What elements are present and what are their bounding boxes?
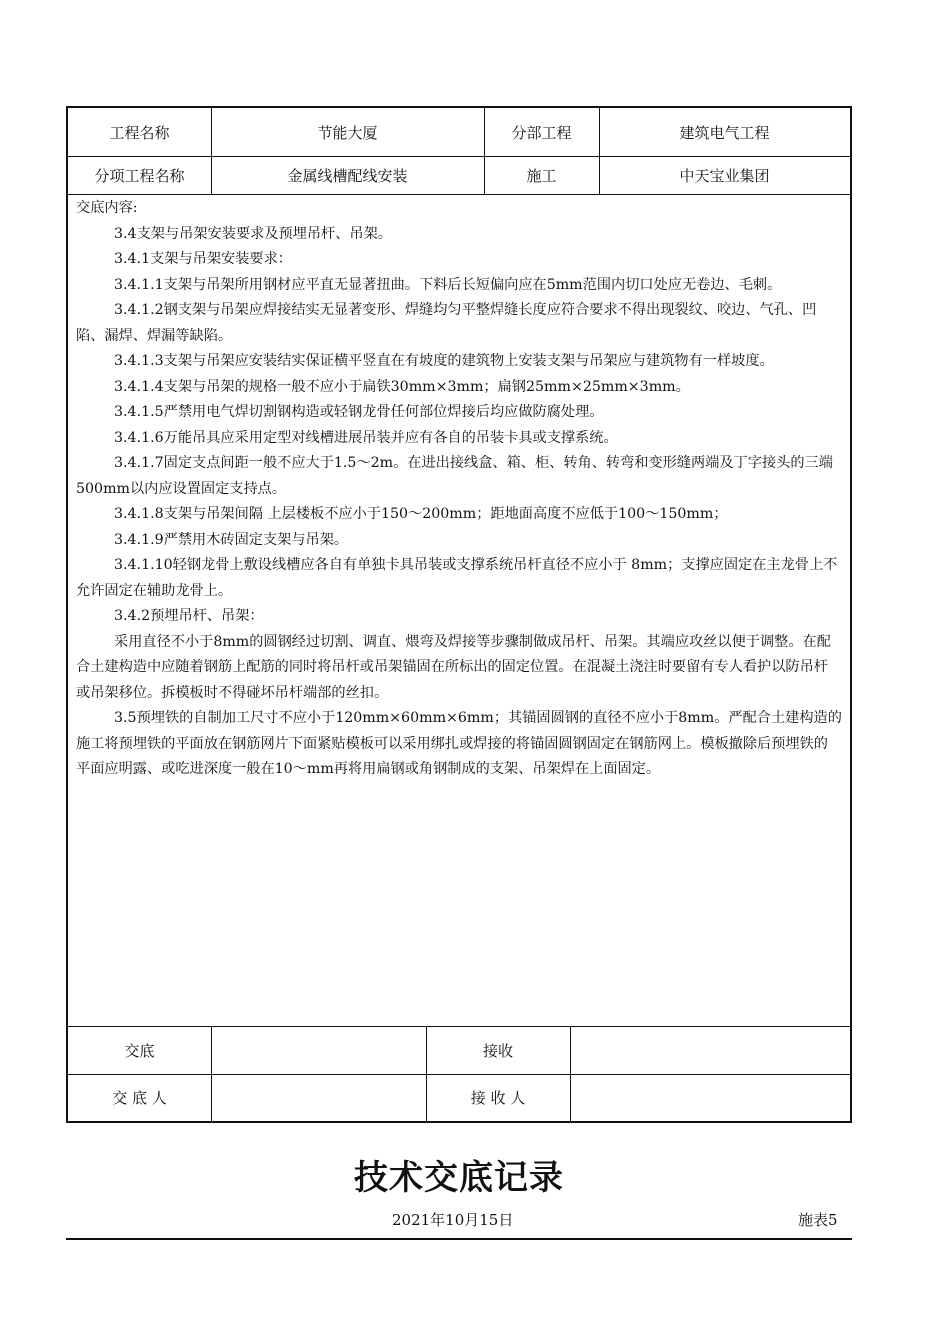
form-number: 施表5 bbox=[798, 1211, 838, 1229]
project-name-label: 工程名称 bbox=[109, 123, 170, 142]
bottom-rule bbox=[66, 1238, 852, 1240]
construction-label: 施工 bbox=[526, 166, 557, 185]
content-paragraph: 3.4.1支架与吊架安装要求： bbox=[114, 251, 292, 267]
division-value: 建筑电气工程 bbox=[679, 123, 770, 142]
construction-value: 中天宝业集团 bbox=[679, 166, 770, 185]
content-paragraph: 3.4.1.8支架与吊架间隔 上层楼板不应小于150～200mm；距地面高度不应低于100～150mm； bbox=[114, 506, 728, 522]
content-paragraph: 采用直径不小于8mm的圆钢经过切割、调直、煨弯及焊接等步骤制做成吊杆、吊架。其端应攻丝以便于调整。在配合土建构造中应随着钢筋上配筋的同时将吊杆或吊架锚固在所标出的固定位置。在混凝土浇注时要留有专人看护以防吊杆或吊架移位。拆模板时不得碰坏吊杆端部的丝扣。 bbox=[76, 633, 831, 701]
content-paragraph: 3.4.1.5严禁用电气焊切割钢构造或轻钢龙骨任何部位焊接后均应做防腐处理。 bbox=[114, 404, 604, 420]
content-paragraph: 3.4.1.7固定支点间距一般不应大于1.5～2m。在进出接线盒、箱、柜、转角、转弯和变形缝两端及丁字接头的三端500mm以内应设置固定支持点。 bbox=[76, 455, 833, 497]
content-paragraph: 3.4支架与吊架安装要求及预埋吊杆、吊架。 bbox=[114, 225, 392, 242]
content-paragraph: 3.4.1.2钢支架与吊架应焊接结实无显著变形、焊缝均匀平整焊缝长度应符合要求不得出现裂纹、咬边、气孔、凹陷、漏焊、焊漏等缺陷。 bbox=[76, 302, 817, 344]
divider bbox=[484, 108, 485, 194]
content-paragraph: 3.4.1.9严禁用木砖固定支架与吊架。 bbox=[114, 531, 349, 548]
content-label: 交底内容: bbox=[76, 200, 138, 216]
receive-field[interactable] bbox=[570, 1026, 850, 1074]
divider bbox=[68, 156, 850, 157]
document-date: 2021年10月15日 bbox=[392, 1211, 514, 1229]
receive-label: 接收 bbox=[482, 1041, 513, 1060]
content-paragraph: 3.5预埋铁的自制加工尺寸不应小于120mm×60mm×6mm；其锚固圆钢的直径不应小于8mm。严配合土建构造的施工将预埋铁的平面放在钢筋网片下面紧贴模板可以采用绑扎或焊接的将锚固圆钢固定在钢筋网上。模板撤除后预埋铁的平面应明露、或吃进深度一般在10～mm再将用扁钢或角钢制成的支架、吊架焊在上面固定。 bbox=[76, 710, 842, 777]
handover-content bbox=[76, 196, 842, 783]
receiver-label: 接 收 人 bbox=[470, 1089, 526, 1107]
receiver-field[interactable] bbox=[570, 1074, 850, 1121]
handover-form-table bbox=[66, 106, 852, 1123]
content-paragraph: 3.4.1.10轻钢龙骨上敷设线槽应各自有单独卡具吊装或支撑系统吊杆直径不应小于 8mm；支撑应固定在主龙骨上不允许固定在辅助龙骨上。 bbox=[76, 557, 838, 599]
handover-person-label: 交 底 人 bbox=[112, 1089, 167, 1107]
document-title: 技术交底记录 bbox=[354, 1158, 564, 1198]
content-paragraph: 3.4.1.1支架与吊架所用钢材应平直无显著扭曲。下料后长短偏向应在5mm范围内切口处应无卷边、毛刺。 bbox=[114, 276, 782, 293]
project-name-value: 节能大厦 bbox=[317, 123, 378, 142]
handover-label: 交底 bbox=[124, 1041, 155, 1060]
content-paragraph: 3.4.1.6万能吊具应采用定型对线槽进展吊装并应有各自的吊装卡具或支撑系统。 bbox=[114, 429, 618, 446]
content-paragraph: 3.4.2预埋吊杆、吊架： bbox=[114, 608, 264, 624]
subitem-value: 金属线槽配线安装 bbox=[287, 166, 408, 185]
divider bbox=[68, 194, 850, 195]
handover-person-field[interactable] bbox=[211, 1074, 426, 1121]
content-paragraph: 3.4.1.4支架与吊架的规格一般不应小于扁铁30mm×3mm；扁钢25mm×25mm×3mm。 bbox=[114, 378, 690, 395]
handover-field[interactable] bbox=[211, 1026, 426, 1074]
divider bbox=[211, 108, 212, 194]
content-paragraph: 3.4.1.3支架与吊架应安装结实保证横平竖直在有坡度的建筑物上安装支架与吊架应与建筑物有一样坡度。 bbox=[114, 353, 774, 369]
divider bbox=[599, 108, 600, 194]
subitem-label: 分项工程名称 bbox=[94, 166, 185, 185]
division-label: 分部工程 bbox=[511, 123, 572, 142]
